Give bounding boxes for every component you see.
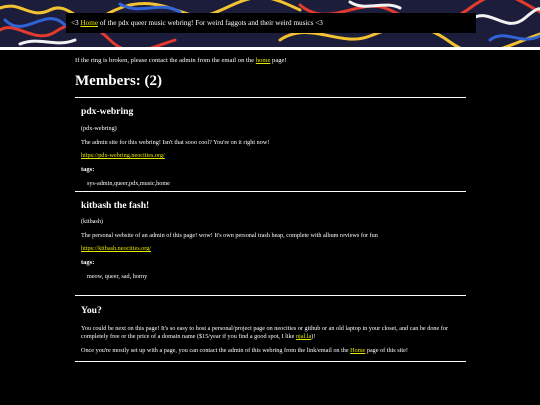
join-text-after: )! [311,333,316,340]
member-tags: meow, queer, sad, horny [87,273,148,280]
join-text-before: You could be next on this page! It's so easy to host a personal/project page on neocities or github or an old laptop in your closet, and can be done for completely free or the price of a domain name ($15/year if you find a good spot, I like [81,325,449,340]
member-description: The admin site for this webring! Isn't that sooo cool? You're on it right now! [81,139,270,146]
member-tags-label: tags: [81,259,95,266]
member-url-link[interactable]: https://pdx-webring.neocities.org/ [81,152,165,159]
njalla-link[interactable]: njal.la [295,333,312,340]
members-title: Members: (2) [75,73,163,89]
contact-paragraph [81,347,466,355]
member-id: (kitbash) [81,218,103,225]
banner-prefix: <3 [71,19,81,27]
notice-text-after: page! [270,57,287,64]
divider [75,361,466,362]
member-name: kitbash the fash! [81,200,150,211]
member-id: (pdx-webring) [81,125,117,132]
member-description: The personal website of an admin of this page! wow! It's own personal trash heap, complete with album reviews for fun [81,232,378,239]
banner-divider [0,47,540,50]
member-url-link[interactable]: https://kitbash.neocities.org/ [81,245,152,252]
member-entry [75,98,466,191]
banner-home-link[interactable]: Home [80,19,99,27]
join-section [75,296,466,361]
contact-text-before: Once you're mostly set up with a page, you can contact the admin of this webring from the link/email on the [81,347,351,354]
contact-home-link[interactable]: Home [350,347,366,354]
main-content [75,56,466,362]
member-tags: sys-admin,queer,pdx,music,home [87,180,170,187]
banner-suffix: of the pdx queer music webring! For weird faggots and their weird musics <3 [98,19,323,27]
notice-text-before: If the ring is broken, please contact the admin from the email on the [75,57,256,64]
join-paragraph [81,325,466,341]
contact-text-after: page of this site! [365,347,408,354]
member-entry [75,192,466,295]
banner-text [66,13,476,33]
join-title: You? [81,305,102,316]
notice-home-link[interactable]: home [255,57,271,64]
member-name: pdx-webring [81,106,134,117]
banner [0,0,540,47]
broken-ring-notice [75,56,466,65]
member-tags-label: tags: [81,166,95,173]
